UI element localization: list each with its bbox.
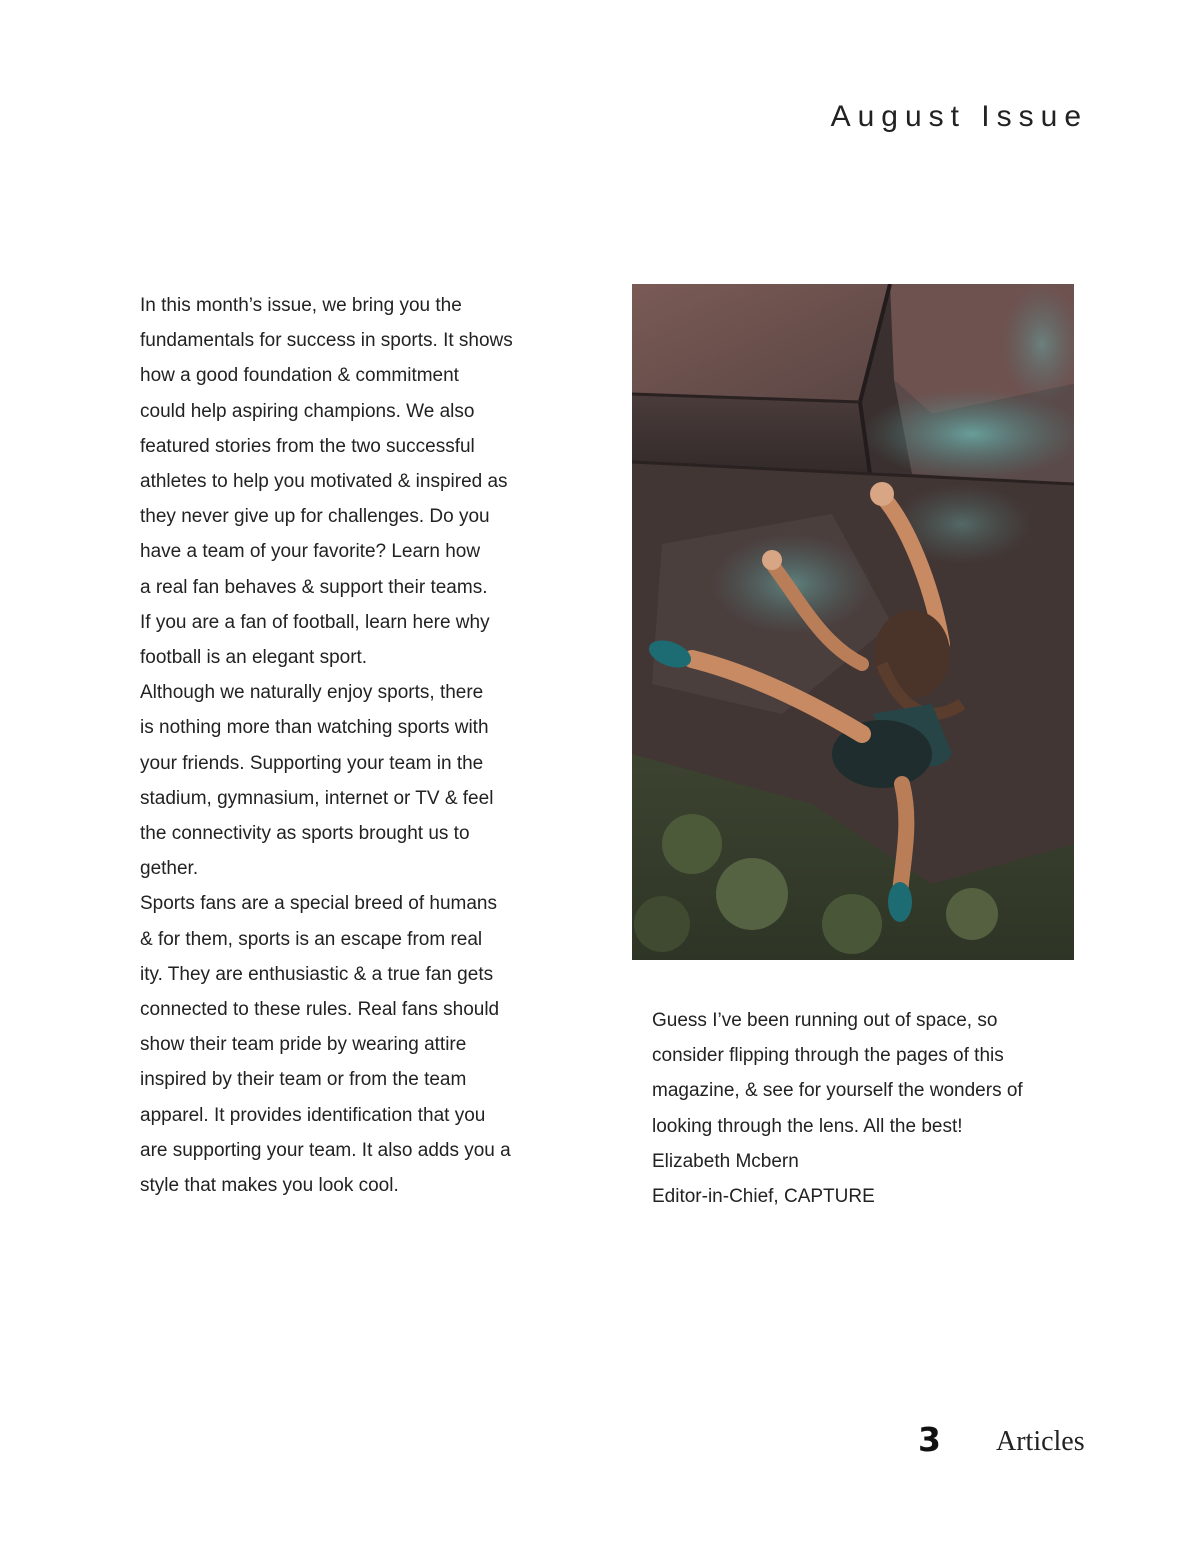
editorial-body: [140, 288, 580, 1203]
signoff-line: consider flipping through the pages of this: [652, 1045, 1004, 1067]
body-line: could help aspiring champions. We also: [140, 400, 475, 422]
editor-signoff: [652, 1003, 1092, 1214]
editor-role: Editor-in-Chief, CAPTURE: [652, 1186, 875, 1208]
page-number: 3: [918, 1420, 941, 1459]
signoff-line: looking through the lens. All the best!: [652, 1115, 963, 1137]
body-line: how a good foundation & commitment: [140, 365, 459, 387]
body-line: fundamentals for success in sports. It shows: [140, 330, 513, 352]
body-line: & for them, sports is an escape from real: [140, 928, 483, 950]
issue-title: August Issue: [830, 100, 1088, 133]
body-line: the connectivity as sports brought us to: [140, 823, 470, 845]
body-line: ity. They are enthusiastic & a true fan gets: [140, 963, 494, 985]
body-line: Sports fans are a special breed of humans: [140, 893, 497, 915]
body-line: have a team of your favorite? Learn how: [140, 541, 481, 563]
body-line: is nothing more than watching sports with: [140, 717, 489, 739]
body-line: style that makes you look cool.: [140, 1175, 399, 1197]
body-line: athletes to help you motivated & inspired as: [140, 471, 508, 493]
body-line: connected to these rules. Real fans should: [140, 999, 500, 1021]
body-line: are supporting your team. It also adds you a: [140, 1139, 511, 1161]
body-line: your friends. Supporting your team in the: [140, 752, 484, 774]
body-line: featured stories from the two successful: [140, 435, 475, 457]
body-line: Although we naturally enjoy sports, there: [140, 682, 484, 704]
body-line: inspired by their team or from the team: [140, 1069, 467, 1091]
signoff-line: Guess I’ve been running out of space, so: [652, 1010, 998, 1031]
rock-climber-photo: [632, 284, 1074, 960]
body-line: In this month’s issue, we bring you the: [140, 295, 462, 316]
body-line: football is an elegant sport.: [140, 647, 368, 669]
body-line: show their team pride by wearing attire: [140, 1034, 467, 1056]
signoff-line: magazine, & see for yourself the wonders of: [652, 1080, 1023, 1102]
body-line: stadium, gymnasium, internet or TV & feel: [140, 787, 494, 809]
body-line: If you are a fan of football, learn here why: [140, 611, 490, 633]
section-name: Articles: [996, 1426, 1085, 1457]
body-line: apparel. It provides identification that you: [140, 1104, 486, 1126]
body-line: they never give up for challenges. Do you: [140, 506, 490, 528]
body-line: gether.: [140, 858, 199, 880]
editor-name: Elizabeth Mcbern: [652, 1150, 799, 1172]
body-line: a real fan behaves & support their teams.: [140, 576, 488, 598]
